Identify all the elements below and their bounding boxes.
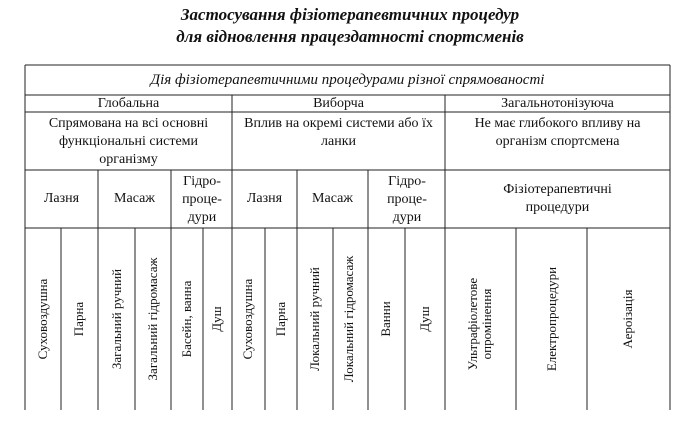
- table-header: Дія фізіотерапевтичними процедурами різної спрямованості: [150, 72, 545, 88]
- item-selective-baths: Ванни: [378, 301, 393, 337]
- item-tonic-electro: Електропроцедури: [544, 266, 559, 372]
- item-tonic-aeroionization: Аероізація: [620, 289, 635, 349]
- item-global-hydromassage: Загальний гідромасаж: [145, 257, 160, 381]
- group-selective-name: Виборча: [313, 95, 364, 111]
- subgroup-hydro-global: Гідро-проце-дури: [182, 174, 222, 225]
- subgroup-physio-tonic: Фізіотерапевтичні процедури: [503, 182, 612, 215]
- subgroup-bath-global: Лазня: [43, 191, 80, 206]
- group-tonic-description: Не має глибокого впливу на організм спортсмена: [474, 116, 641, 149]
- group-tonic-name: Загальнотонізуюча: [501, 95, 614, 111]
- subgroup-massage-selective: Масаж: [312, 191, 353, 206]
- item-global-steam: Парна: [71, 301, 86, 337]
- subgroup-massage-global: Масаж: [114, 191, 155, 206]
- group-global-description: Спрямована на всі основні функціональні системи організму: [48, 116, 209, 167]
- item-global-pool-bath: Басейн, ванна: [179, 280, 194, 358]
- item-selective-steam: Парна: [273, 301, 288, 337]
- group-selective-description: Вплив на окремі системи або їх ланки: [244, 116, 433, 149]
- item-global-dry-air: Суховоздушна: [35, 278, 50, 360]
- item-selective-shower: Душ: [417, 306, 432, 332]
- item-selective-manual-massage: Локальний ручний: [307, 267, 322, 371]
- item-tonic-uv: Ультрафіолетове опромінення: [465, 277, 494, 371]
- item-selective-hydromassage: Локальний гідромасаж: [341, 255, 356, 383]
- title-line-2: для відновлення працездатності спортсменів: [176, 27, 524, 46]
- item-global-manual-massage: Загальний ручний: [109, 268, 124, 370]
- item-global-shower: Душ: [209, 306, 224, 332]
- subgroup-bath-selective: Лазня: [246, 191, 283, 206]
- title-line-1: Застосування фізіотерапевтичних процедур: [180, 5, 520, 24]
- subgroup-hydro-selective: Гідро-проце-дури: [387, 174, 427, 225]
- group-global-name: Глобальна: [97, 95, 160, 111]
- item-selective-dry-air: Суховоздушна: [240, 278, 255, 360]
